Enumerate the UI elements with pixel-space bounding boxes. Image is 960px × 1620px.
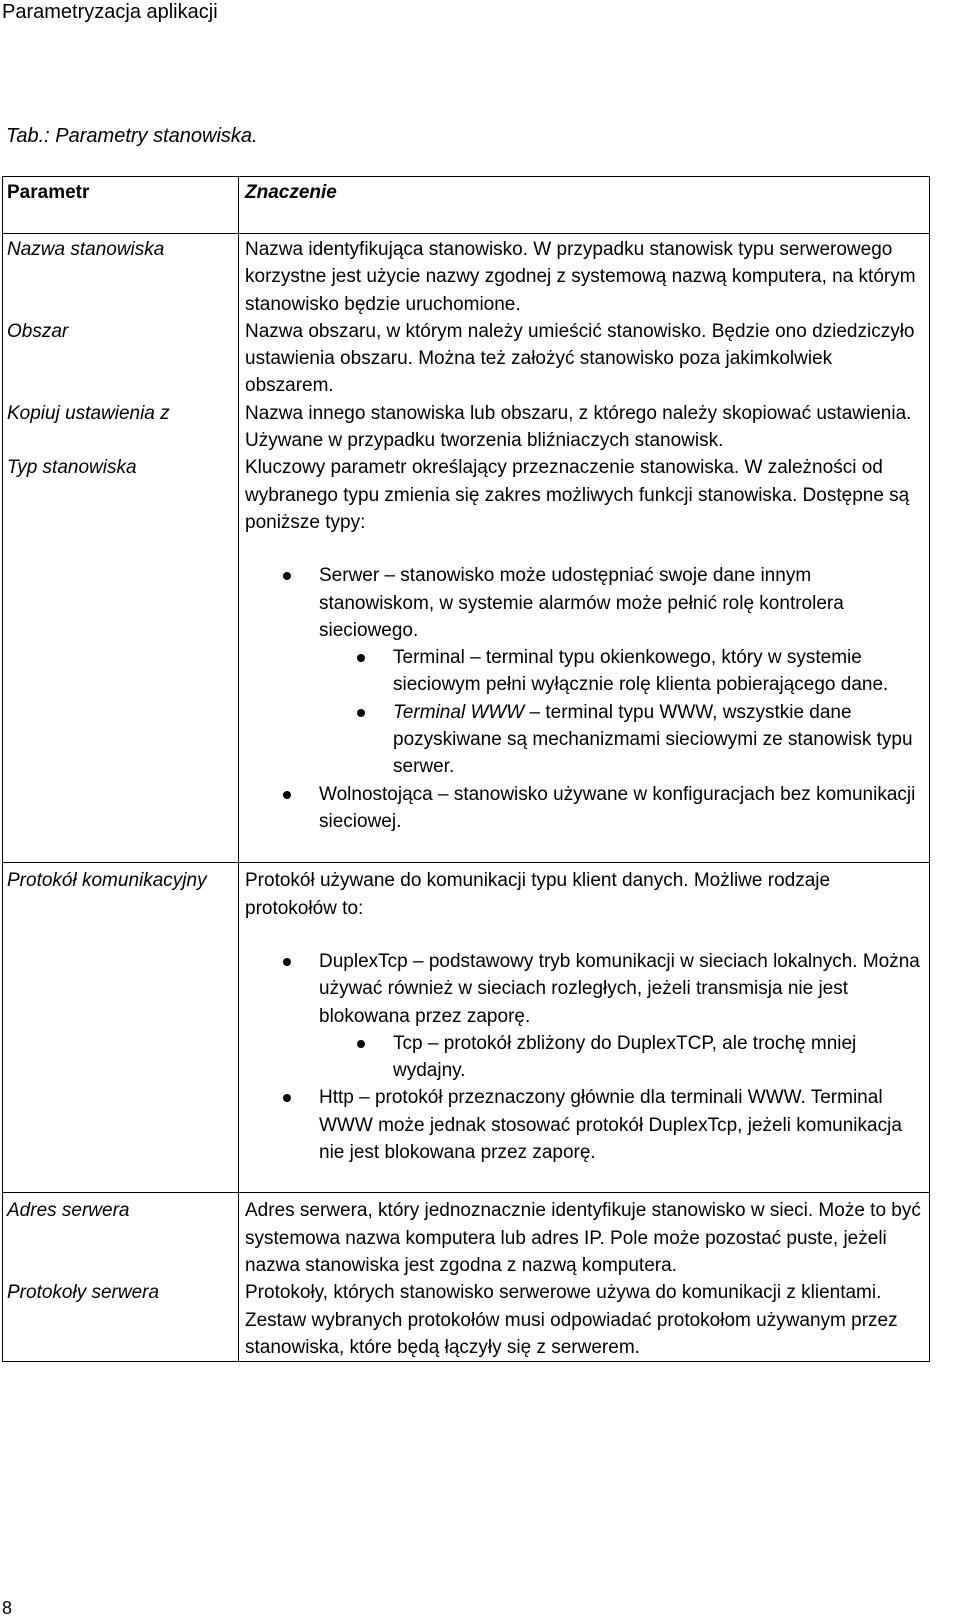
table-row — [3, 863, 930, 1193]
list-item — [393, 1030, 925, 1085]
param-name: Protokoły serwera — [3, 1279, 239, 1361]
bullet-icon — [283, 1094, 291, 1102]
bullet-icon — [283, 958, 291, 966]
bullet-icon — [357, 709, 365, 717]
table-row — [3, 454, 930, 863]
protocol-sublist — [319, 1030, 925, 1085]
list-item-text: DuplexTcp – podstawowy tryb komunikacji w sieciach lokalnych. Można używać również w sieciach rozległych, jeżeli transmisja nie jest blokowana przez zaporę. — [319, 950, 920, 1027]
param-description: Adres serwera, który jednoznacznie identyfikuje stanowisko w sieci. Może to być systemowa nazwa komputera lub adres IP. Pole może pozostać puste, jeżeli nazwa stanowiska jest zgodna z nazwą komputera. — [239, 1193, 930, 1279]
list-item — [319, 562, 925, 780]
param-description: Nazwa obszaru, w którym należy umieścić stanowisko. Będzie ono dziedziczyło ustawienia obszaru. Można też założyć stanowisko poza jakimkolwiek obszarem. — [239, 318, 930, 400]
station-type-sublist — [319, 644, 925, 780]
list-item — [319, 781, 925, 836]
param-name: Nazwa stanowiska — [3, 234, 239, 318]
list-item-term: Terminal WWW — [393, 701, 525, 723]
table-header-row — [3, 177, 930, 234]
bullet-icon — [357, 1040, 365, 1048]
protocol-list — [245, 948, 925, 1166]
param-description-cell — [239, 454, 930, 863]
param-description: Nazwa innego stanowiska lub obszaru, z którego należy skopiować ustawienia. Używane w przypadku tworzenia bliźniaczych stanowisk. — [239, 400, 930, 455]
param-description-cell — [239, 863, 930, 1193]
param-name: Adres serwera — [3, 1193, 239, 1279]
table-row — [3, 318, 930, 400]
page-number: 8 — [2, 1598, 13, 1618]
param-description: Nazwa identyfikująca stanowisko. W przypadku stanowisk typu serwerowego korzystne jest użycie nazwy zgodnej z systemową nazwą komputera, na którym stanowisko będzie uruchomione. — [239, 234, 930, 318]
list-item-text: Http – protokół przeznaczony głównie dla terminali WWW. Terminal WWW może jednak stosować protokół DuplexTcp, jeżeli komunikacja nie jest blokowana przez zaporę. — [319, 1087, 902, 1164]
param-name: Obszar — [3, 318, 239, 400]
list-item — [319, 948, 925, 1084]
list-item-text: Terminal – terminal typu okienkowego, który w systemie sieciowym pełni wyłącznie rolę klienta pobierającego dane. — [393, 647, 889, 696]
list-item-text: Serwer – stanowisko może udostępniać swoje dane innym stanowiskom, w systemie alarmów może pełnić rolę kontrolera sieciowego. — [319, 565, 844, 641]
list-item — [393, 644, 925, 699]
param-name: Typ stanowiska — [3, 454, 239, 863]
list-item — [393, 699, 925, 781]
parameters-table — [2, 176, 930, 1362]
param-name: Kopiuj ustawienia z — [3, 400, 239, 455]
param-description: Protokół używane do komunikacji typu klient danych. Możliwe rodzaje protokołów to: — [245, 870, 831, 919]
column-header-parametr: Parametr — [3, 177, 239, 234]
table-row — [3, 1279, 930, 1361]
table-row — [3, 234, 930, 318]
table-row — [3, 1193, 930, 1279]
bullet-icon — [357, 654, 365, 662]
list-item-text: Tcp – protokół zbliżony do DuplexTCP, ale trochę mniej wydajny. — [393, 1032, 857, 1082]
station-type-list — [245, 562, 925, 835]
param-description: Protokoły, których stanowisko serwerowe używa do komunikacji z klientami. Zestaw wybranych protokołów musi odpowiadać protokołom używanym przez stanowiska, które będą łączyły się z serwerem. — [239, 1279, 930, 1361]
list-item-text: – terminal typu WWW, wszystkie dane pozyskiwane są mechanizmami sieciowymi ze stanowisk typu serwer. — [393, 701, 913, 778]
page-header-title: Parametryzacja aplikacji — [2, 1, 218, 23]
bullet-icon — [283, 791, 291, 799]
list-item-text: Wolnostojąca – stanowisko używane w konfiguracjach bez komunikacji sieciowej. — [319, 783, 916, 832]
param-description: Kluczowy parametr określający przeznaczenie stanowiska. W zależności od wybranego typu zmienia się zakres możliwych funkcji stanowiska. Dostępne są poniższe typy: — [245, 457, 910, 533]
table-row — [3, 400, 930, 455]
list-item — [319, 1084, 925, 1166]
table-caption: Tab.: Parametry stanowiska. — [6, 125, 258, 147]
bullet-icon — [283, 572, 291, 580]
param-name: Protokół komunikacyjny — [3, 863, 239, 1193]
column-header-znaczenie: Znaczenie — [239, 177, 930, 234]
